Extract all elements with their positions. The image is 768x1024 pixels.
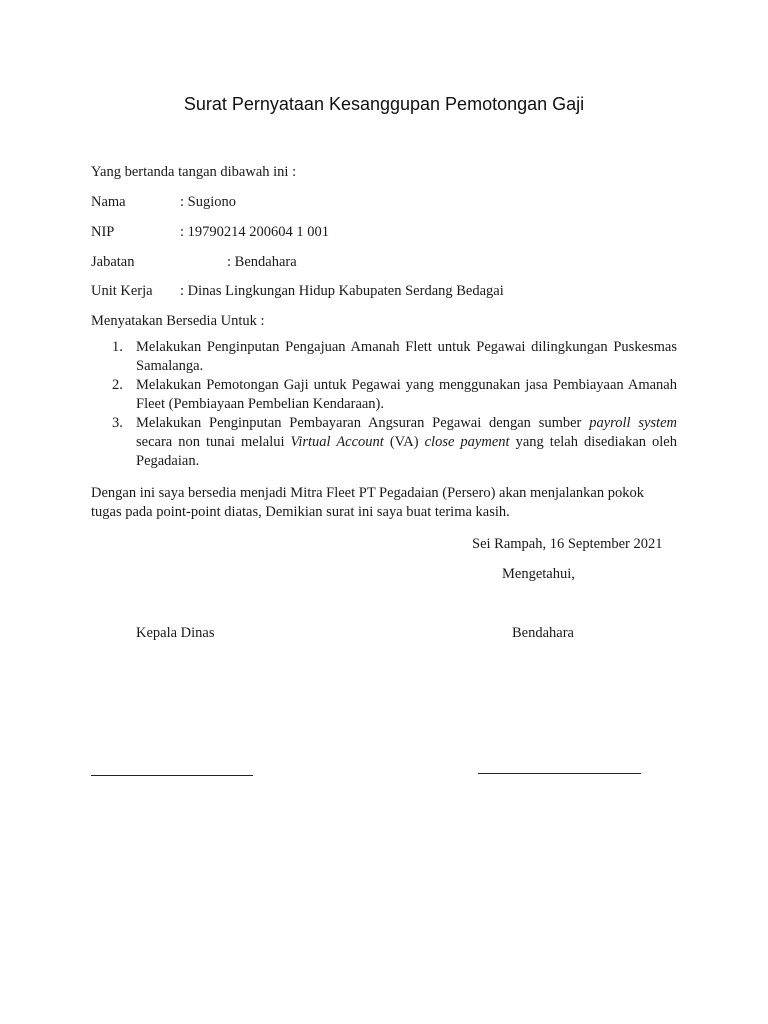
signatory-bendahara: Bendahara xyxy=(512,625,574,641)
list-item-text: Melakukan Pemotongan Gaji untuk Pegawai yang menggunakan jasa Pembiayaan Amanah Fleet (Pembiayaan Pembelian Kendaraan). xyxy=(136,377,677,412)
closing-paragraph: Dengan ini saya bersedia menjadi Mitra Fleet PT Pegadaian (Persero) akan menjalankan pokok tugas pada point-point diatas, Demikian surat ini saya buat terima kasih. xyxy=(91,485,644,520)
field-value: : 19790214 200604 1 001 xyxy=(180,224,330,240)
acknowledged-label: Mengetahui, xyxy=(502,566,575,582)
field-label: Jabatan xyxy=(91,254,135,270)
commitment-list xyxy=(112,338,677,471)
list-number: 2. xyxy=(112,377,123,393)
list-number: 1. xyxy=(112,339,123,355)
emphasis-close-payment: close payment xyxy=(424,434,510,450)
text-run: Melakukan Penginputan Pembayaran Angsuran Pegawai dengan sumber xyxy=(136,415,590,431)
signature-line-right xyxy=(478,773,641,774)
text-run: secara non tunai melalui xyxy=(136,434,291,450)
list-item xyxy=(112,376,677,414)
statement-lead: Menyatakan Bersedia Untuk : xyxy=(91,313,265,329)
signature-line-left xyxy=(91,775,253,776)
list-item xyxy=(112,338,677,376)
field-value: : Sugiono xyxy=(180,194,236,210)
page-title: Surat Pernyataan Kesanggupan Pemotongan Gaji xyxy=(183,94,585,114)
intro-text: Yang bertanda tangan dibawah ini : xyxy=(91,164,297,180)
field-value: : Dinas Lingkungan Hidup Kabupaten Serdang Bedagai xyxy=(180,283,504,299)
field-value: : Bendahara xyxy=(227,254,297,270)
emphasis-payroll: payroll system xyxy=(589,415,677,431)
place-date: Sei Rampah, 16 September 2021 xyxy=(472,536,663,552)
field-nama xyxy=(91,192,236,212)
list-item xyxy=(112,414,677,471)
field-unit-kerja xyxy=(91,281,504,301)
field-label: NIP xyxy=(91,224,115,240)
text-run: yang telah disediakan oleh Pegadaian. xyxy=(136,434,677,469)
list-item-text: Melakukan Penginputan Pengajuan Amanah Flett untuk Pegawai dilingkungan Puskesmas Samalanga. xyxy=(136,339,677,374)
emphasis-virtual-account: Virtual Account xyxy=(290,434,384,450)
text-run: (VA) xyxy=(383,434,425,450)
signatory-kepala-dinas: Kepala Dinas xyxy=(136,625,215,641)
field-label: Nama xyxy=(91,194,126,210)
field-jabatan xyxy=(91,252,297,272)
field-nip xyxy=(91,222,329,242)
list-item-text xyxy=(136,415,677,469)
field-label: Unit Kerja xyxy=(91,283,153,299)
list-number: 3. xyxy=(112,415,123,431)
